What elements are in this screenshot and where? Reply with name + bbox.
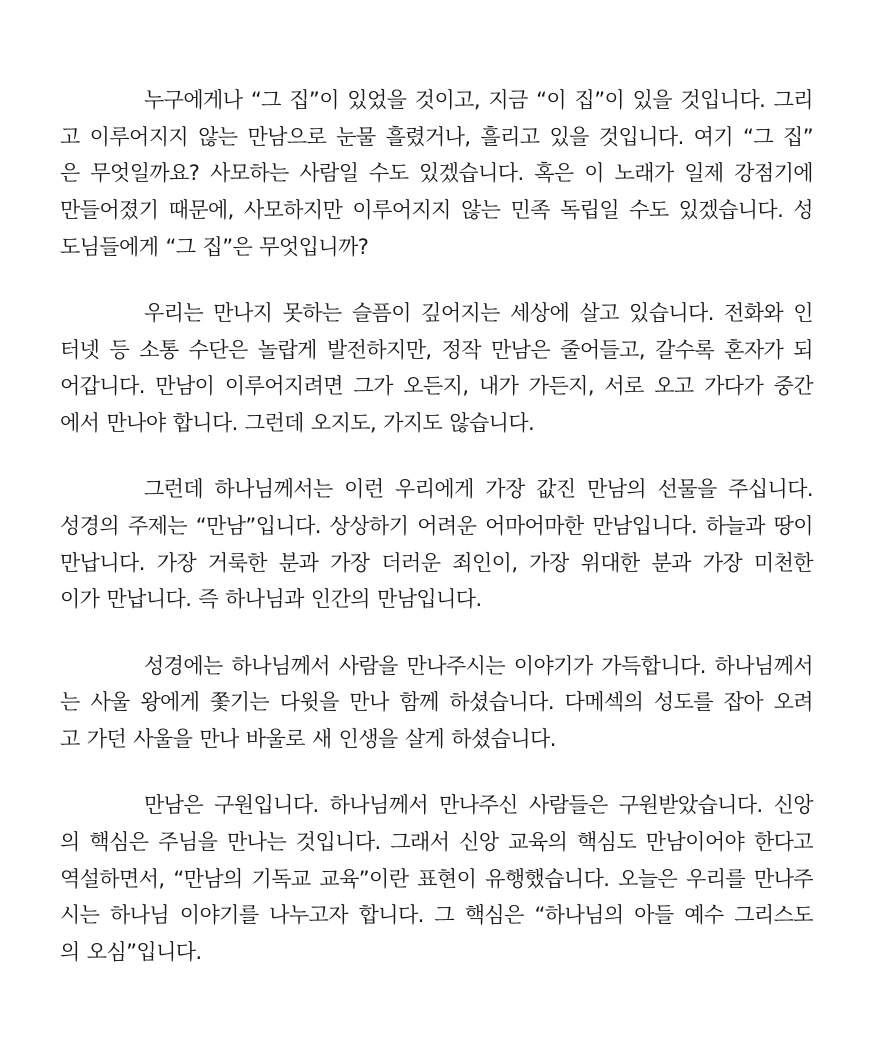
text-line: 만들어졌기 때문에, 사모하지만 이루어지지 않는 민족 독립일 수도 있겠습니다. 성 xyxy=(60,198,813,223)
text-line: 이가 만납니다. 즉 하나님과 인간의 만남입니다. xyxy=(60,587,482,612)
text-line: 고 가던 사울을 만나 바울로 새 인생을 살게 하셨습니다. xyxy=(60,727,556,752)
text-line: 역설하면서, “만남의 기독교 교육”이란 표현이 유행했습니다. 오늘은 우리를 만나주 xyxy=(60,866,813,891)
text-line: 만납니다. 가장 거룩한 분과 가장 더러운 죄인이, 가장 위대한 분과 가장 미천한 xyxy=(60,550,813,575)
text-line: 은 무엇일까요? 사모하는 사람일 수도 있겠습니다. 혹은 이 노래가 일제 강점기에 xyxy=(60,161,813,186)
text-line: 그런데 하나님께서는 이런 우리에게 가장 값진 만남의 선물을 주십니다. xyxy=(144,477,813,502)
text-line: 우리는 만나지 못하는 슬픔이 깊어지는 세상에 살고 있습니다. 전화와 인 xyxy=(144,301,813,326)
paragraph-1 xyxy=(60,82,813,266)
text-line: 누구에게나 “그 집”이 있었을 것이고, 지금 “이 집”이 있을 것입니다. 그리 xyxy=(144,88,813,112)
text-line: 의 오심”입니다. xyxy=(60,940,202,965)
text-line: 만남은 구원입니다. 하나님께서 만나주신 사람들은 구원받았습니다. 신앙 xyxy=(144,793,813,818)
text-line: 는 사울 왕에게 쫓기는 다윗을 만나 함께 하셨습니다. 다메섹의 성도를 잡아 오려 xyxy=(60,690,813,715)
text-line: 의 핵심은 주님을 만나는 것입니다. 그래서 신앙 교육의 핵심도 만남이어야 한다고 xyxy=(60,829,813,854)
text-line: 도님들에게 “그 집”은 무엇입니까? xyxy=(60,234,369,259)
paragraph-2 xyxy=(60,295,813,442)
text-line: 고 이루어지지 않는 만남으로 눈물 흘렸거나, 흘리고 있을 것입니다. 여기 “그 집” xyxy=(60,124,813,149)
text-line: 에서 만나야 합니다. 그런데 오지도, 가지도 않습니다. xyxy=(60,411,535,436)
document-body xyxy=(60,82,813,971)
paragraph-4 xyxy=(60,648,813,758)
text-line: 터넷 등 소통 수단은 놀랍게 발전하지만, 정작 만남은 줄어들고, 갈수록 혼자가 되 xyxy=(60,337,813,362)
text-line: 시는 하나님 이야기를 나누고자 합니다. 그 핵심은 “하나님의 아들 예수 그리스도 xyxy=(60,903,813,928)
text-line: 어갑니다. 만남이 이루어지려면 그가 오든지, 내가 가든지, 서로 오고 가다가 중간 xyxy=(60,374,813,399)
paragraph-3 xyxy=(60,471,813,618)
text-line: 성경의 주제는 “만남”입니다. 상상하기 어려운 어마어마한 만남입니다. 하늘과 땅이 xyxy=(60,514,813,539)
text-line: 성경에는 하나님께서 사람을 만나주시는 이야기가 가득합니다. 하나님께서 xyxy=(144,653,813,678)
paragraph-5 xyxy=(60,787,813,971)
